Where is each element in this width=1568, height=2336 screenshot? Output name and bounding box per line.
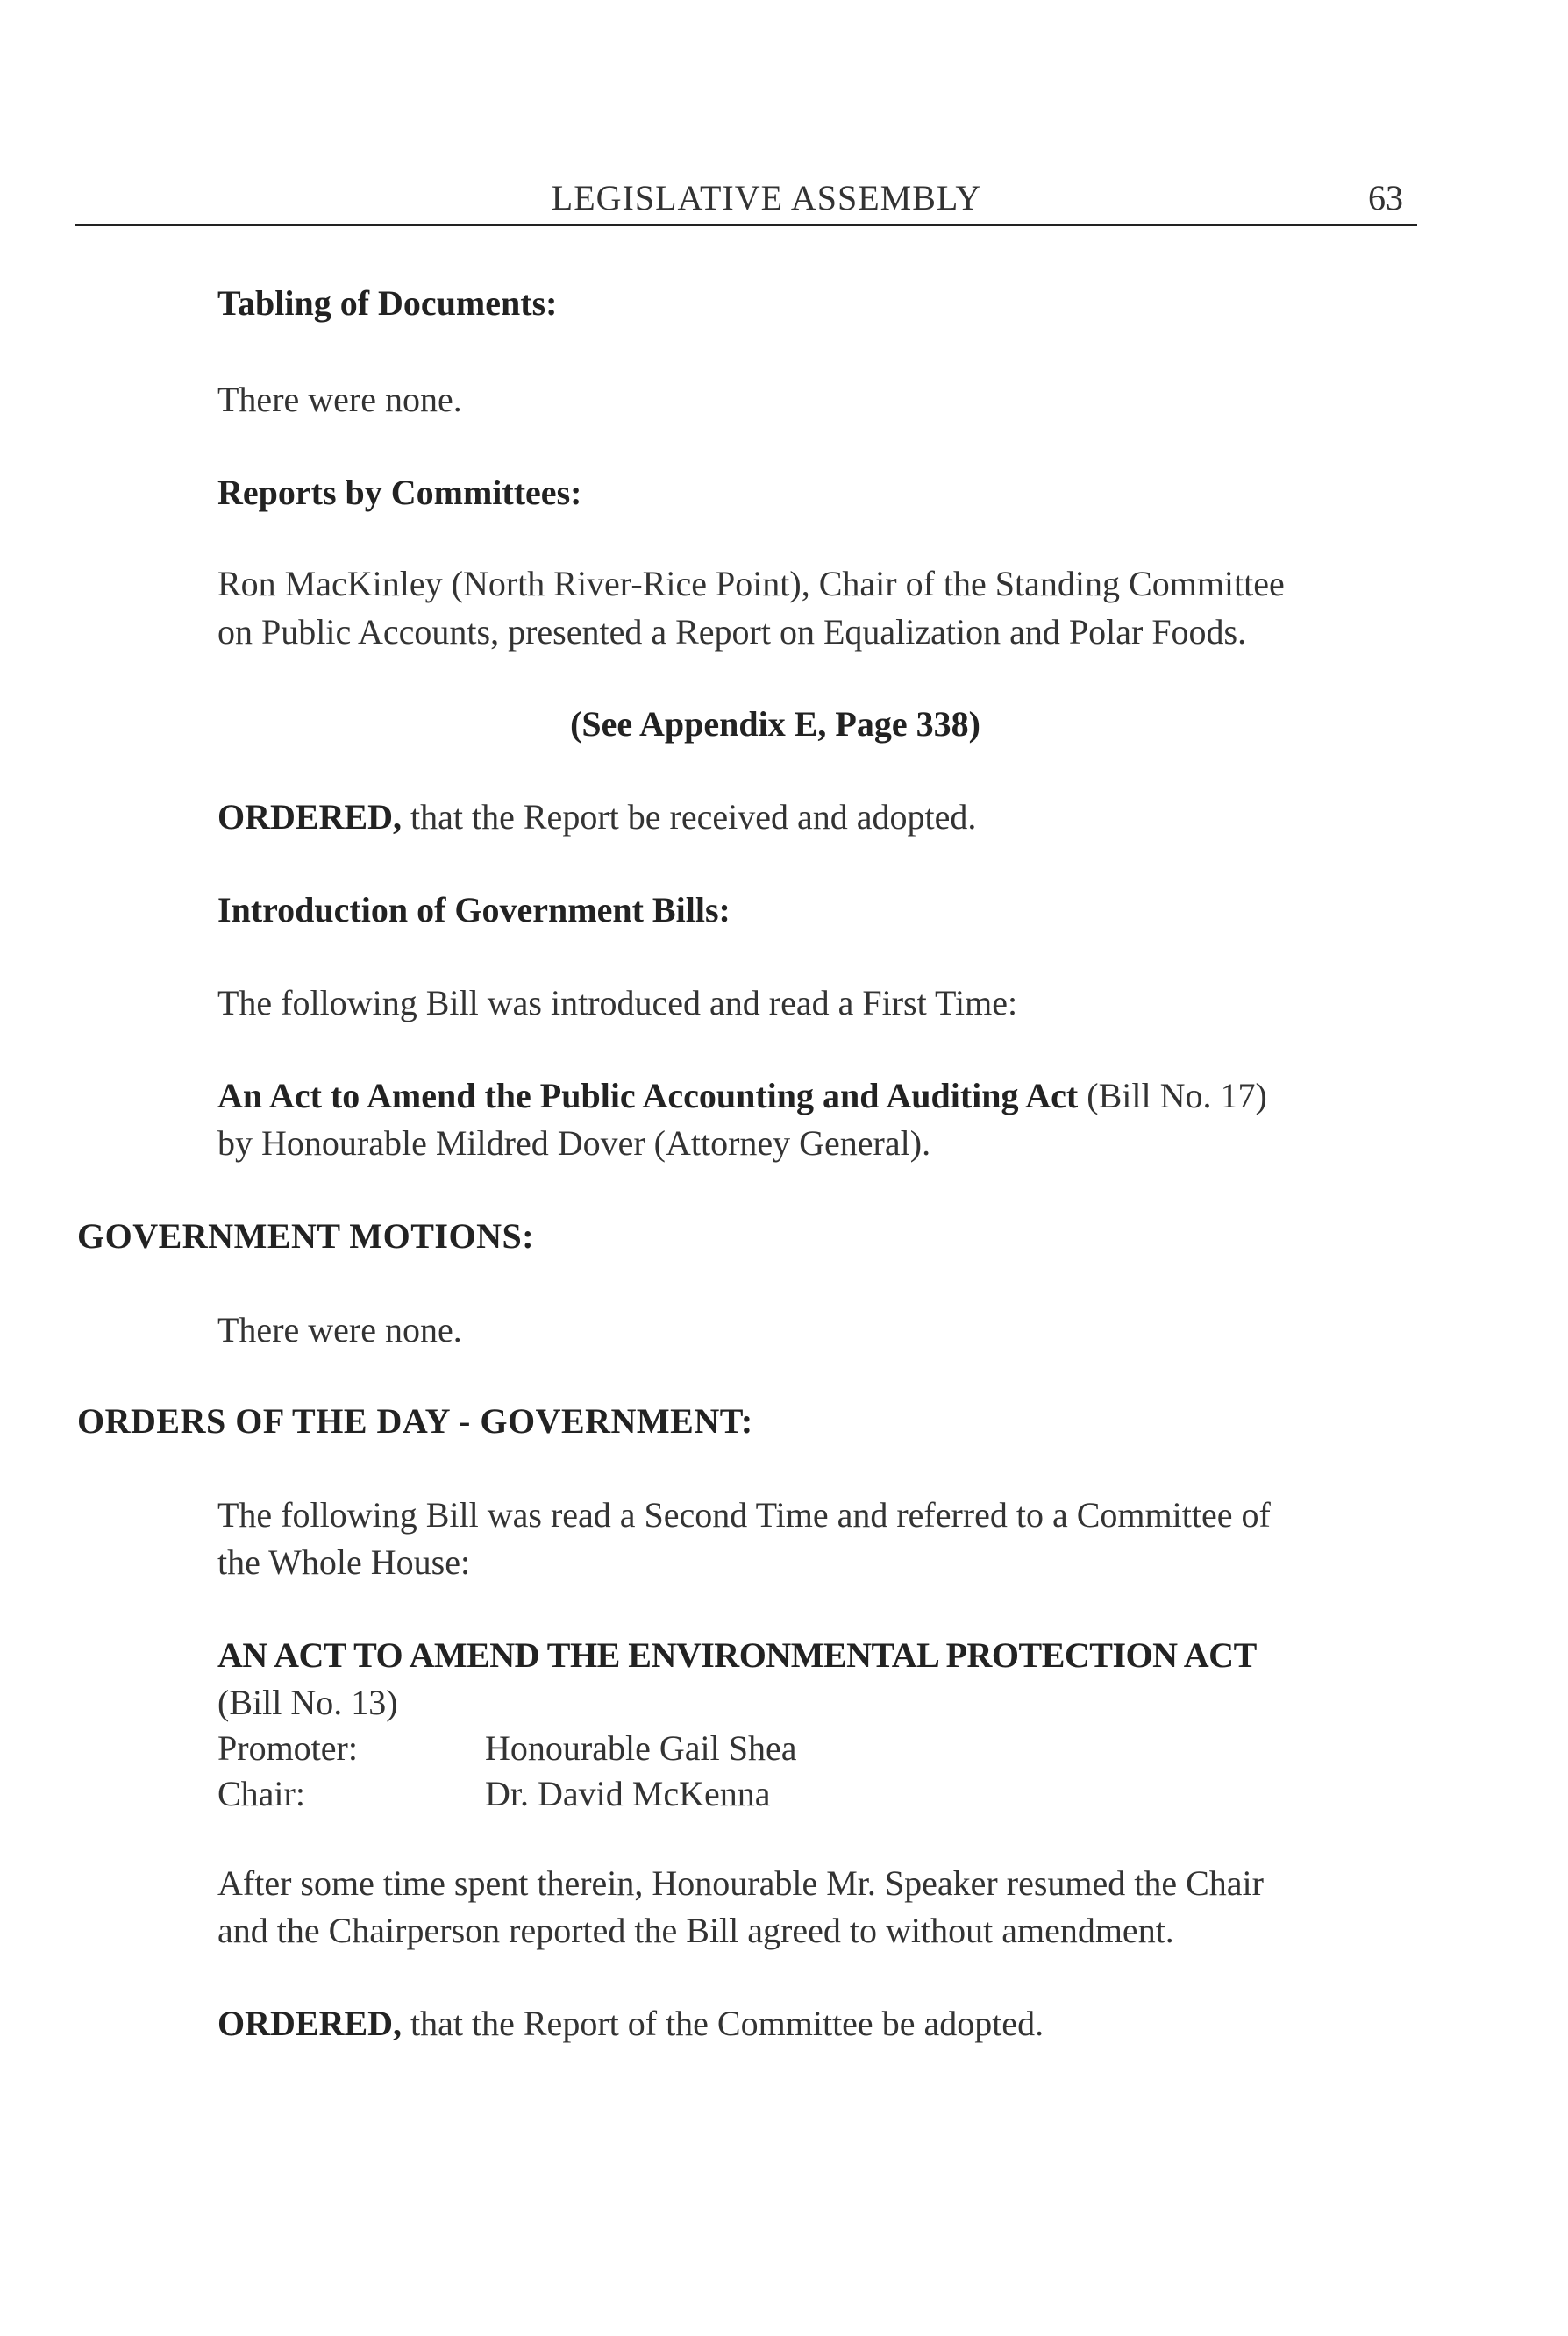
bill-13-number: (Bill No. 13) [217, 1683, 398, 1722]
page-number: 63 [1368, 178, 1403, 217]
header-title: LEGISLATIVE ASSEMBLY [551, 178, 982, 217]
running-header [0, 177, 1568, 218]
after-line-1: After some time spent therein, Honourable Mr. Speaker resumed the Chair [217, 1863, 1264, 1903]
bill-17-number: (Bill No. 17) [1078, 1076, 1267, 1115]
ordered-text: that the Report be received and adopted. [402, 797, 977, 837]
appendix-text: (See Appendix E, Page 338) [570, 704, 980, 744]
after-line-2: and the Chairperson reported the Bill agreed to without amendment. [217, 1911, 1174, 1950]
tabling-text: There were none. [217, 380, 462, 419]
bill-17-title: An Act to Amend the Public Accounting and Auditing Act [217, 1076, 1079, 1115]
gov-motions-heading: GOVERNMENT MOTIONS: [77, 1216, 535, 1256]
intro-bills-heading: Introduction of Government Bills: [217, 890, 731, 929]
header-rule [75, 224, 1417, 226]
tabling-heading: Tabling of Documents: [217, 283, 558, 323]
bill-17-line-2: by Honourable Mildred Dover (Attorney General). [217, 1123, 931, 1163]
bill-17-line-1 [217, 1075, 1267, 1116]
chair-value: Dr. David McKenna [485, 1774, 771, 1813]
committee-ordered-text: that the Report of the Committee be adopted. [402, 2004, 1044, 2043]
ordered-label: ORDERED, [217, 797, 403, 837]
committee-ordered [217, 2003, 1044, 2044]
orders-line-2: the Whole House: [217, 1542, 471, 1582]
committee-ordered-label: ORDERED, [217, 2004, 403, 2043]
reports-ordered [217, 796, 976, 837]
orders-day-heading: ORDERS OF THE DAY - GOVERNMENT: [77, 1401, 753, 1441]
chair-label: Chair: [217, 1774, 305, 1813]
gov-motions-text: There were none. [217, 1310, 462, 1350]
reports-line-1: Ron MacKinley (North River-Rice Point), Chair of the Standing Committee [217, 564, 1285, 603]
reports-heading: Reports by Committees: [217, 473, 582, 512]
bill-13-title: AN ACT TO AMEND THE ENVIRONMENTAL PROTECTION ACT [217, 1635, 1257, 1675]
reports-line-2: on Public Accounts, presented a Report on Equalization and Polar Foods. [217, 612, 1247, 652]
appendix-reference [0, 703, 1568, 744]
promoter-label: Promoter: [217, 1728, 358, 1768]
orders-line-1: The following Bill was read a Second Time and referred to a Committee of [217, 1495, 1271, 1535]
promoter-value: Honourable Gail Shea [485, 1728, 797, 1768]
intro-bills-text: The following Bill was introduced and read a First Time: [217, 983, 1018, 1022]
